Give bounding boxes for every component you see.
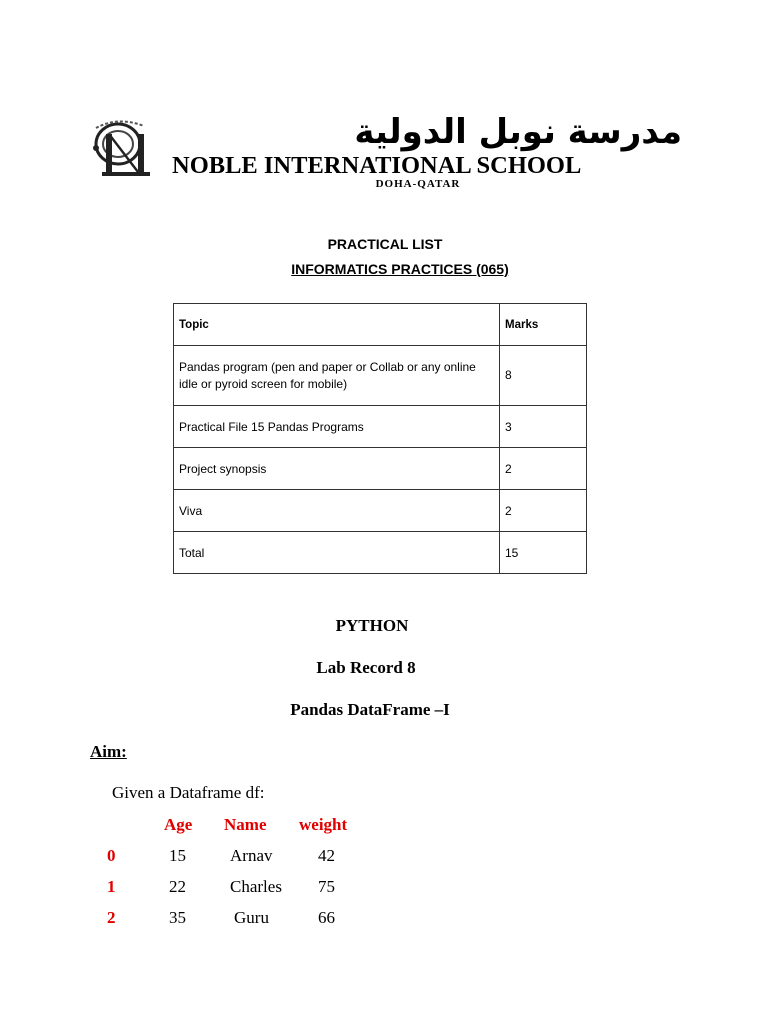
row-marks: 3 — [500, 406, 587, 448]
table-row — [174, 490, 587, 532]
school-city: DOHA-QATAR — [375, 178, 461, 190]
row-topic: Project synopsis — [174, 448, 500, 490]
df-cell: Charles — [230, 877, 282, 896]
row-marks: 8 — [500, 346, 587, 406]
df-cell: 75 — [318, 877, 335, 896]
df-cell: Guru — [234, 908, 269, 927]
row-marks: 15 — [500, 532, 587, 574]
header-marks: Marks — [500, 304, 587, 346]
topic-title: Pandas DataFrame –I — [290, 700, 450, 719]
subject-title: INFORMATICS PRACTICES (065) — [291, 261, 509, 277]
row-topic: Viva — [174, 490, 500, 532]
df-column-header: weight — [299, 815, 348, 834]
table-row-total — [174, 532, 587, 574]
table-row — [174, 448, 587, 490]
school-emblem-icon — [88, 118, 166, 180]
df-cell: 42 — [318, 846, 335, 865]
row-topic: Pandas program (pen and paper or Collab or any online idle or pyroid screen for mobile) — [174, 346, 500, 406]
df-index: 0 — [107, 846, 116, 865]
school-logo — [88, 112, 684, 196]
language-title: PYTHON — [335, 616, 409, 635]
df-index: 2 — [107, 908, 116, 927]
table-row — [174, 346, 587, 406]
df-cell: 22 — [169, 877, 186, 896]
df-cell: 15 — [169, 846, 186, 865]
row-topic: Total — [174, 532, 500, 574]
df-cell: 35 — [169, 908, 186, 927]
given-text: Given a Dataframe df: — [112, 783, 265, 802]
table-row — [174, 406, 587, 448]
marks-table — [173, 303, 587, 574]
df-column-header: Age — [164, 815, 193, 834]
header-topic: Topic — [174, 304, 500, 346]
df-column-header: Name — [224, 815, 267, 834]
school-name-english: NOBLE INTERNATIONAL SCHOOL — [172, 152, 582, 179]
row-topic: Practical File 15 Pandas Programs — [174, 406, 500, 448]
df-cell: 66 — [318, 908, 335, 927]
row-marks: 2 — [500, 490, 587, 532]
df-cell: Arnav — [230, 846, 273, 865]
practical-list-title: PRACTICAL LIST — [327, 236, 443, 252]
school-name-arabic: مدرسة نوبل الدولية — [354, 112, 682, 152]
df-index: 1 — [107, 877, 116, 896]
table-header-row — [174, 304, 587, 346]
aim-label: Aim: — [90, 742, 127, 761]
row-marks: 2 — [500, 448, 587, 490]
lab-record-title: Lab Record 8 — [316, 658, 416, 677]
